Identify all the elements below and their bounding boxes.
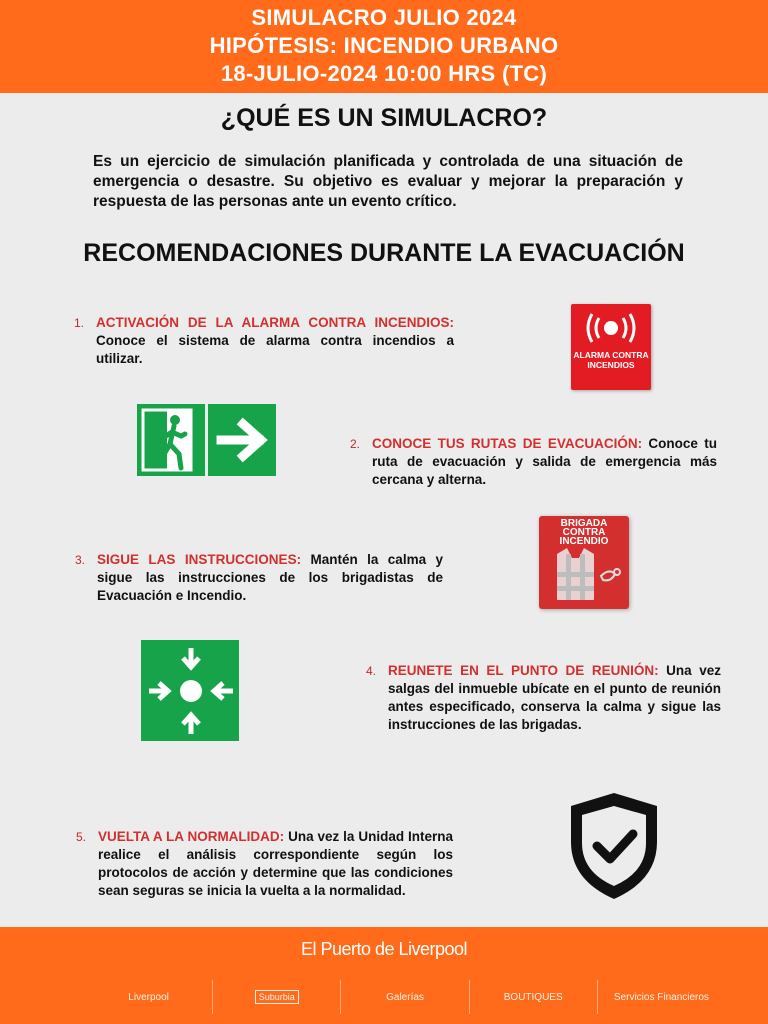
intro-body: Es un ejercicio de simulación planificada y controlada de una situación de emergencia o desastre. Su objetivo es evaluar y mejorar la preparación y respuesta de las personas ante un evento crítico. bbox=[93, 153, 683, 210]
item-text: Mantén la calma y sigue las instrucciones de los brigadistas de Evacuación e Incendio. bbox=[97, 552, 443, 603]
header-line-1: SIMULACRO JULIO 2024 bbox=[251, 5, 517, 30]
item-text: Una vez salgas del inmueble ubícate en el punto de reunión antes especificado, conserva la calma y sigue las instrucciones de las brigadas. bbox=[388, 663, 721, 732]
recommendations-title: RECOMENDACIONES DURANTE LA EVACUACIÓN bbox=[83, 239, 685, 267]
intro-title: ¿QUÉ ES UN SIMULACRO? bbox=[220, 104, 548, 132]
footer-banner bbox=[0, 927, 768, 1024]
item-text: Conoce el sistema de alarma contra incendios a utilizar. bbox=[96, 333, 454, 366]
logo-galerias: Galerías bbox=[386, 991, 424, 1003]
recommendation-item-2 bbox=[350, 435, 717, 489]
item-heading: CONOCE TUS RUTAS DE EVACUACIÓN: bbox=[372, 436, 643, 451]
brand-logos bbox=[85, 979, 725, 1015]
item-heading: SIGUE LAS INSTRUCCIONES: bbox=[97, 552, 302, 567]
header-banner bbox=[0, 0, 768, 93]
brigade-vest-sign-icon bbox=[539, 516, 629, 609]
logo-suburbia: Suburbia bbox=[213, 990, 340, 1004]
item-number: 4. bbox=[366, 664, 377, 678]
brand-name: El Puerto de Liverpool bbox=[300, 939, 468, 959]
shield-check-icon bbox=[567, 790, 661, 902]
header-line-3: 18-JULIO-2024 10:00 HRS (TC) bbox=[220, 61, 548, 86]
logo-boutiques: BOUTIQUES bbox=[503, 991, 563, 1003]
brigade-sign-label: BRIGADA CONTRA INCENDIO bbox=[559, 518, 609, 547]
emergency-exit-icon bbox=[137, 404, 276, 476]
recommendation-item-4 bbox=[366, 662, 721, 734]
item-heading: VUELTA A LA NORMALIDAD: bbox=[98, 829, 285, 844]
alarm-sign-label: ALARMA CONTRA INCENDIOS bbox=[573, 350, 649, 370]
item-text: Una vez la Unidad Interna realice el análisis correspondiente según los protocolos de acción y determine que las condiciones sean seguras se inicia la vuelta a la normalidad. bbox=[98, 829, 453, 898]
fire-alarm-sign-icon bbox=[571, 304, 651, 390]
recommendation-item-1 bbox=[74, 314, 454, 368]
alarm-waves-icon bbox=[571, 304, 651, 350]
recommendation-item-3 bbox=[75, 551, 443, 605]
header-line-2: HIPÓTESIS: INCENDIO URBANO bbox=[209, 33, 559, 58]
item-number: 1. bbox=[74, 316, 85, 330]
assembly-point-icon bbox=[141, 640, 239, 741]
item-number: 2. bbox=[350, 437, 361, 451]
item-heading: ACTIVACIÓN DE LA ALARMA CONTRA INCENDIOS: bbox=[96, 315, 454, 330]
item-number: 5. bbox=[76, 830, 87, 844]
item-number: 3. bbox=[75, 553, 86, 567]
item-text: Conoce tu ruta de evacuación y salida de emergencia más cercana y alterna. bbox=[372, 436, 717, 487]
recommendation-item-5 bbox=[76, 828, 453, 900]
logo-liverpool: Liverpool bbox=[128, 991, 169, 1003]
logo-servicios-financieros: Servicios Financieros bbox=[613, 991, 709, 1003]
item-heading: REUNETE EN EL PUNTO DE REUNIÓN: bbox=[388, 663, 659, 678]
